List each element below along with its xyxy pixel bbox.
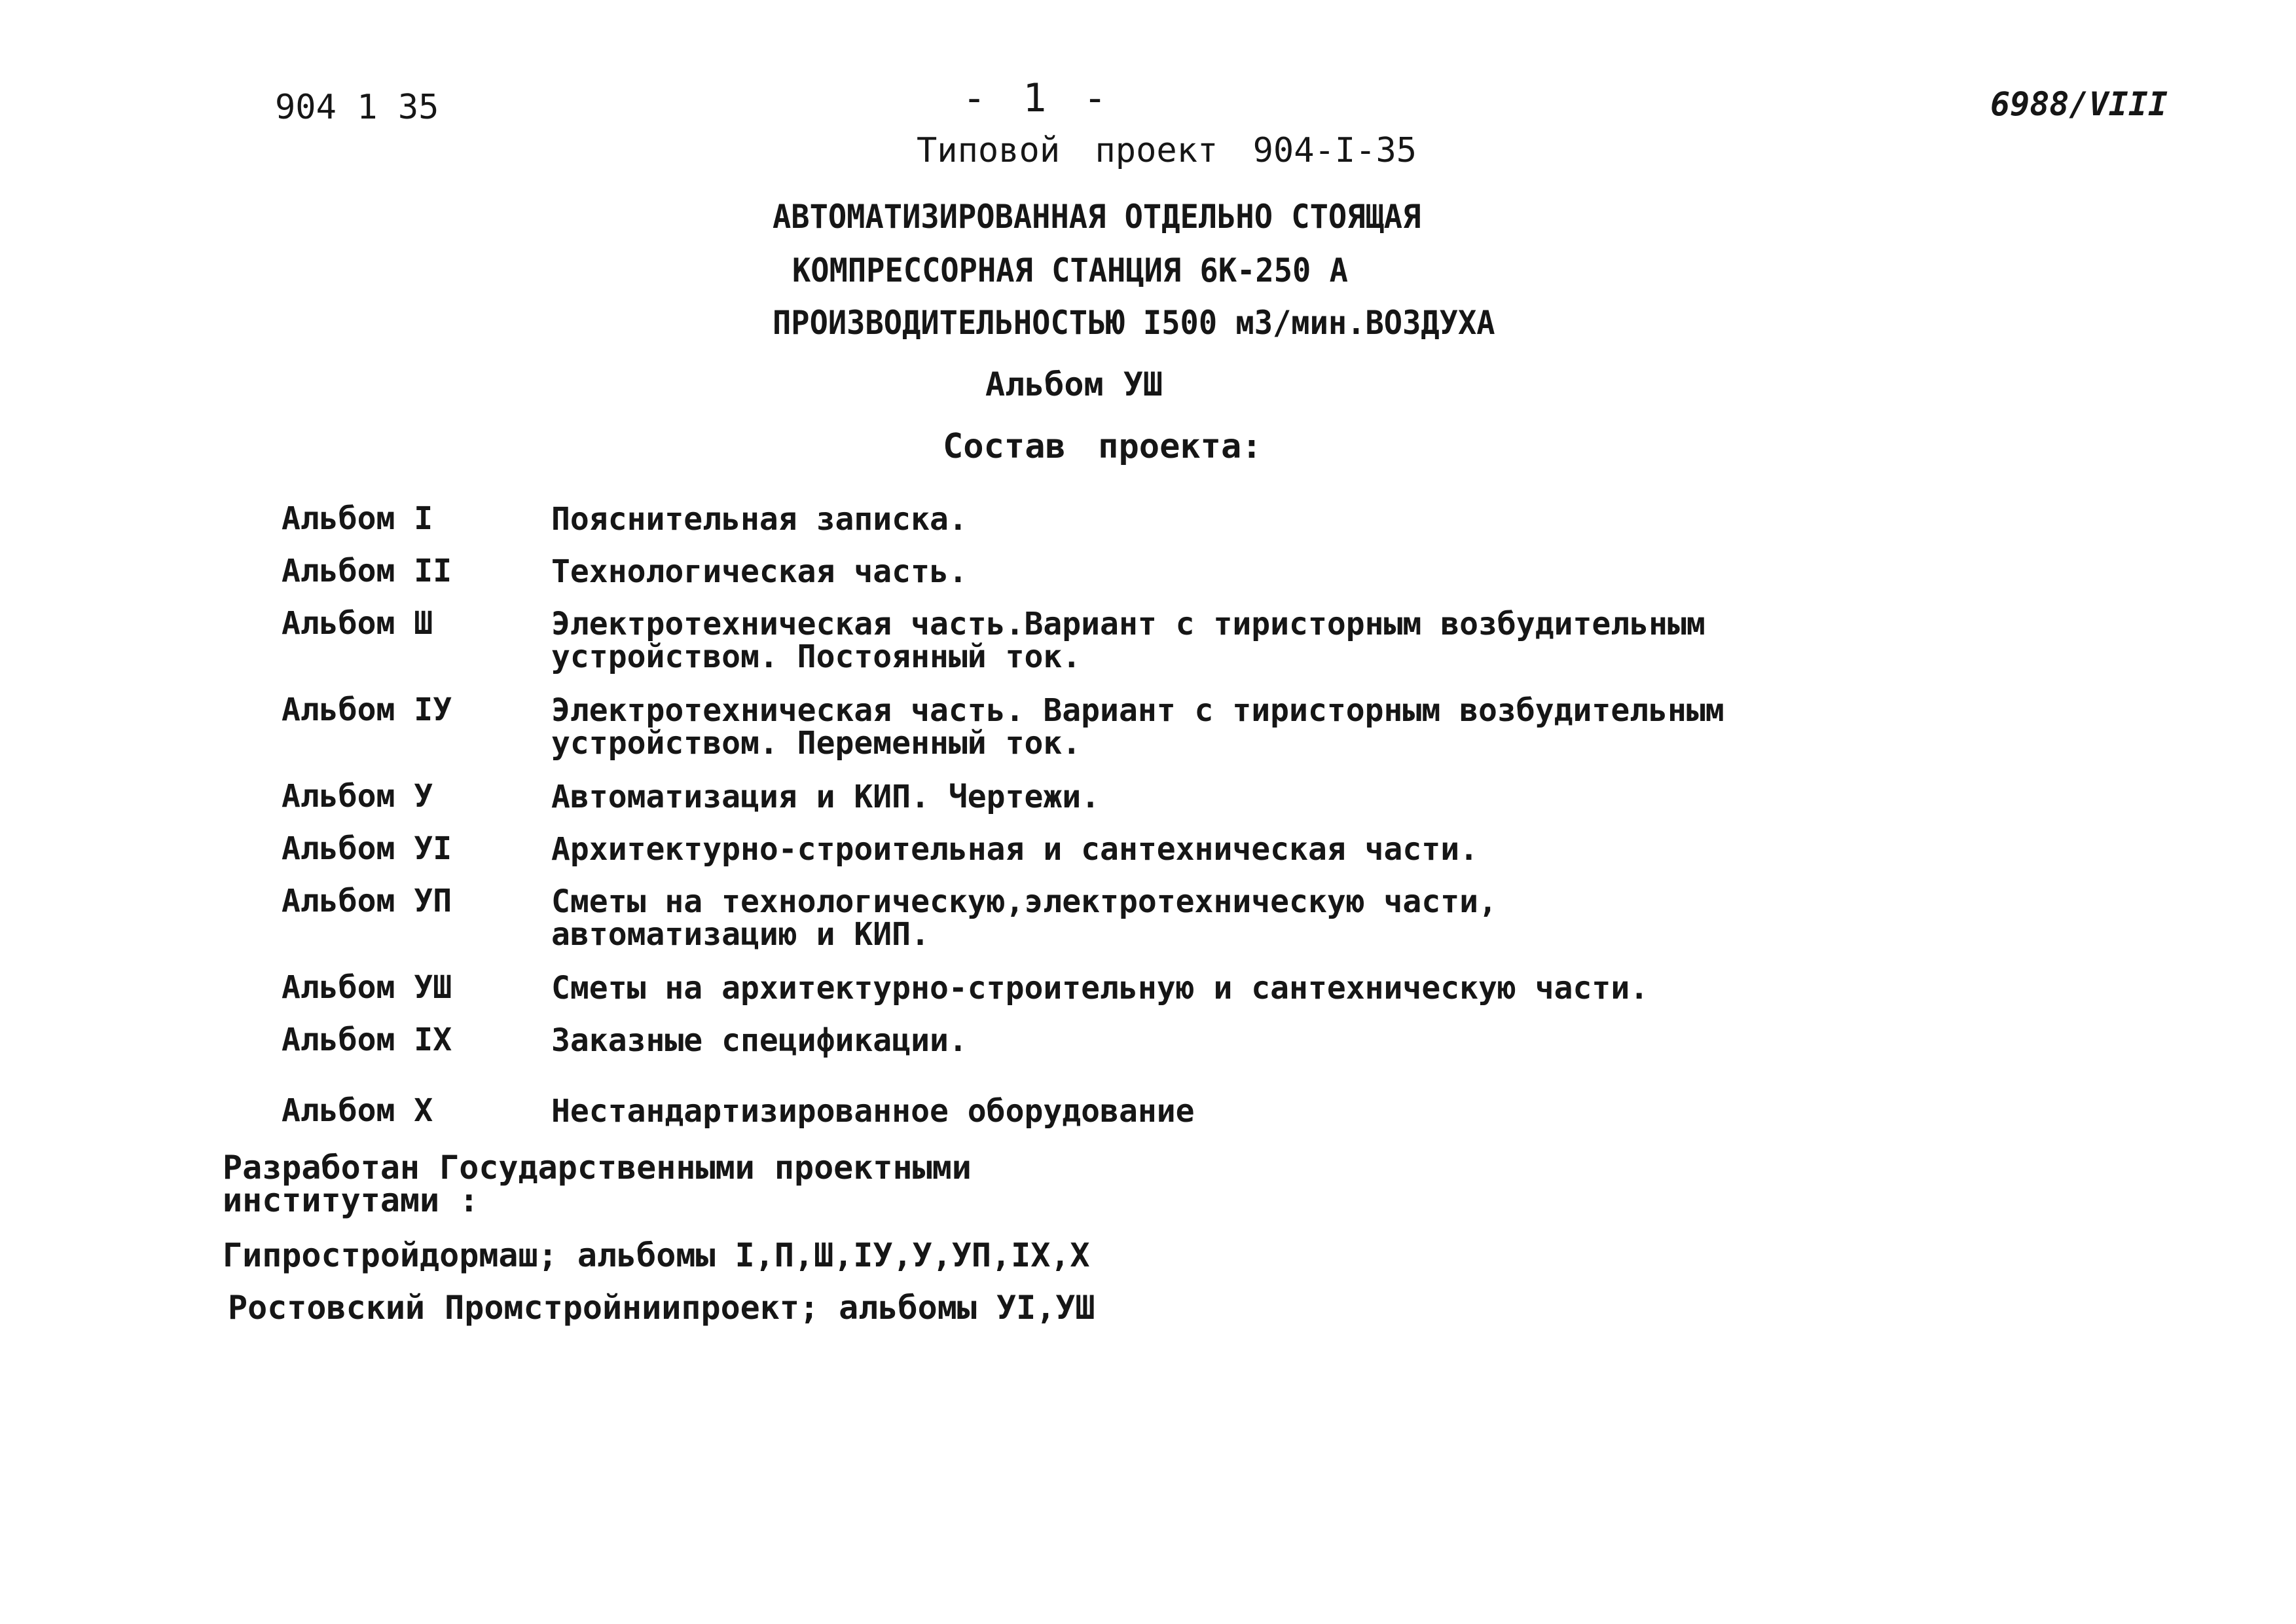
album-description: Электротехническая часть.Вариант с тиристорным возбудительным устройством. Постоянный ток. [551, 606, 1705, 675]
project-title: Типовой проект 904-I-35 [917, 131, 1417, 170]
album-title: Альбом УШ [985, 365, 1163, 403]
project-name-line-3: ПРОИЗВОДИТЕЛЬНОСТЬЮ I500 м3/мин.ВОЗДУХА [773, 304, 1495, 342]
developer-institute-2: Ростовский Промстройниипроект; альбомы УI,УШ [228, 1289, 1095, 1327]
album-description: Пояснительная записка. [551, 501, 968, 538]
project-name-line-2: КОМПРЕССОРНАЯ СТАНЦИЯ 6К-250 А [792, 251, 1348, 289]
album-label: Альбом II [282, 553, 452, 589]
album-description: Электротехническая часть. Вариант с тиристорным возбудительным устройством. Переменный ток. [551, 692, 1724, 762]
project-name-line-1: АВТОМАТИЗИРОВАННАЯ ОТДЕЛЬНО СТОЯЩАЯ [773, 198, 1421, 236]
document-code: 904 1 35 [275, 88, 439, 127]
album-label: Альбом I [282, 500, 433, 537]
album-label: Альбом Ш [282, 605, 433, 642]
album-label: Альбом УП [282, 883, 452, 919]
album-description: Заказные спецификации. [551, 1022, 968, 1059]
inventory-number: 6988/VIII [1990, 85, 2168, 123]
album-description: Сметы на технологическую,электротехническую части, автоматизацию и КИП. [551, 883, 1497, 953]
album-label: Альбом IX [282, 1022, 452, 1058]
album-description: Архитектурно-строительная и сантехническая части. [551, 831, 1479, 868]
page-number: - 1 - [962, 75, 1114, 121]
album-description: Нестандартизированное оборудование [551, 1093, 1195, 1130]
album-description: Технологическая часть. [551, 553, 968, 590]
album-label: Альбом УШ [282, 969, 452, 1006]
developer-institute-1: Гипростройдормаш; альбомы I,П,Ш,IУ,У,УП,IX,X [223, 1236, 1090, 1274]
developer-intro: Разработан Государственными проектными институтами : [223, 1149, 972, 1219]
album-label: Альбом IУ [282, 692, 452, 728]
album-description: Автоматизация и КИП. Чертежи. [551, 779, 1101, 815]
album-label: Альбом У [282, 778, 433, 815]
section-heading: Состав проекта: [943, 427, 1262, 466]
album-label: Альбом УI [282, 830, 452, 867]
album-description: Сметы на архитектурно-строительную и сантехническую части. [551, 970, 1649, 1006]
album-label: Альбом X [282, 1092, 433, 1129]
